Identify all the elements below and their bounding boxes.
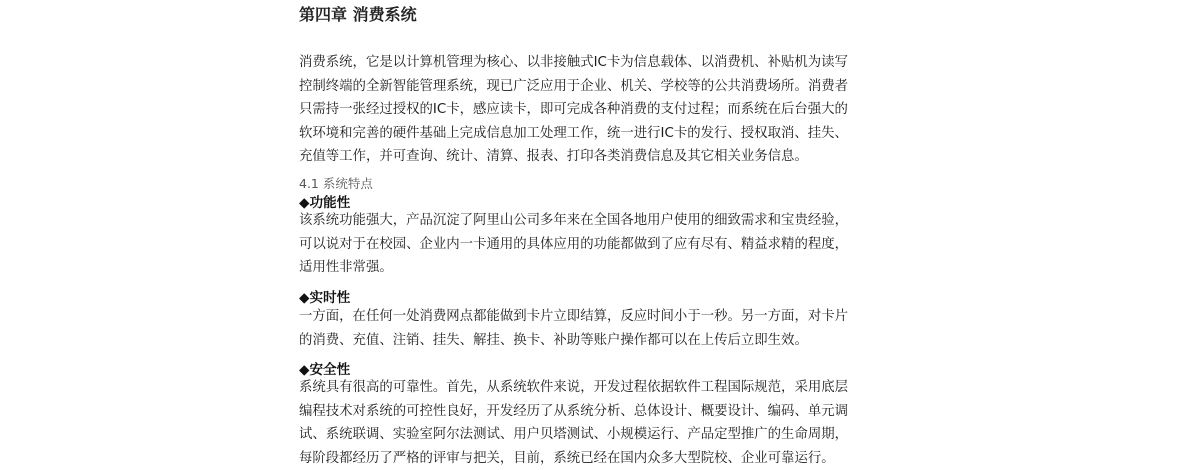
feature-line: 的消费、充值、注销、挂失、解挂、换卡、补助等账户操作都可以在上传后立即生效。 [299, 332, 808, 348]
feature-line: 试、系统联调、实验室阿尔法测试、用户贝塔测试、小规模运行、产品定型推广的生命周期， [299, 427, 849, 443]
feature-paragraph-security [299, 376, 848, 470]
feature-line: 一方面，在任何一处消费网点都能做到卡片立即结算，反应时间小于一秒。另一方面，对卡片 [299, 309, 849, 324]
feature-line: 每阶段都经历了严格的评审与把关，目前，系统已经在国内众多大型院校、企业可靠运行。 [299, 450, 835, 466]
intro-line: 只需持一张经过授权的IC卡，感应读卡，即可完成各种消费的支付过程；而系统在后台强大的 [299, 102, 848, 118]
feature-paragraph-realtime [299, 305, 848, 352]
diamond-bullet-icon: ◆ [299, 362, 310, 378]
intro-line: 充值等工作，并可查询、统计、清算、报表、打印各类消费信息及其它相关业务信息。 [299, 149, 808, 165]
intro-paragraph [299, 51, 848, 169]
feature-heading-label: 安全性 [309, 362, 351, 378]
intro-line: 控制终端的全新智能管理系统，现已广泛应用于企业、机关、学校等的公共消费场所。消费者 [299, 78, 849, 94]
feature-line: 编程技术对系统的可控性良好，开发经历了从系统分析、总体设计、概要设计、编码、单元调 [299, 403, 849, 419]
intro-line: 消费系统，它是以计算机管理为核心、以非接触式IC卡为信息载体、以消费机、补贴机为读写 [299, 55, 848, 70]
feature-line: 系统具有很高的可靠性。首先，从系统软件来说，开发过程依据软件工程国际规范，采用底层 [299, 380, 849, 395]
feature-paragraph-functionality [299, 209, 848, 280]
feature-line: 适用性非常强。 [299, 260, 393, 276]
feature-heading-label: 功能性 [309, 195, 351, 211]
feature-heading-label: 实时性 [309, 290, 351, 306]
feature-line: 可以说对于在校园、企业内一卡通用的具体应用的功能都做到了应有尽有、精益求精的程度， [299, 236, 849, 252]
diamond-bullet-icon: ◆ [299, 290, 310, 306]
diamond-bullet-icon: ◆ [299, 195, 310, 211]
feature-line: 该系统功能强大，产品沉淀了阿里山公司多年来在全国各地用户使用的细致需求和宝贵经验， [299, 213, 849, 228]
chapter-title: 第四章 消费系统 [299, 5, 417, 24]
intro-line: 软环境和完善的硬件基础上完成信息加工处理工作，统一进行IC卡的发行、授权取消、挂失、 [299, 125, 848, 141]
section-title: 4.1 系统特点 [299, 176, 373, 191]
